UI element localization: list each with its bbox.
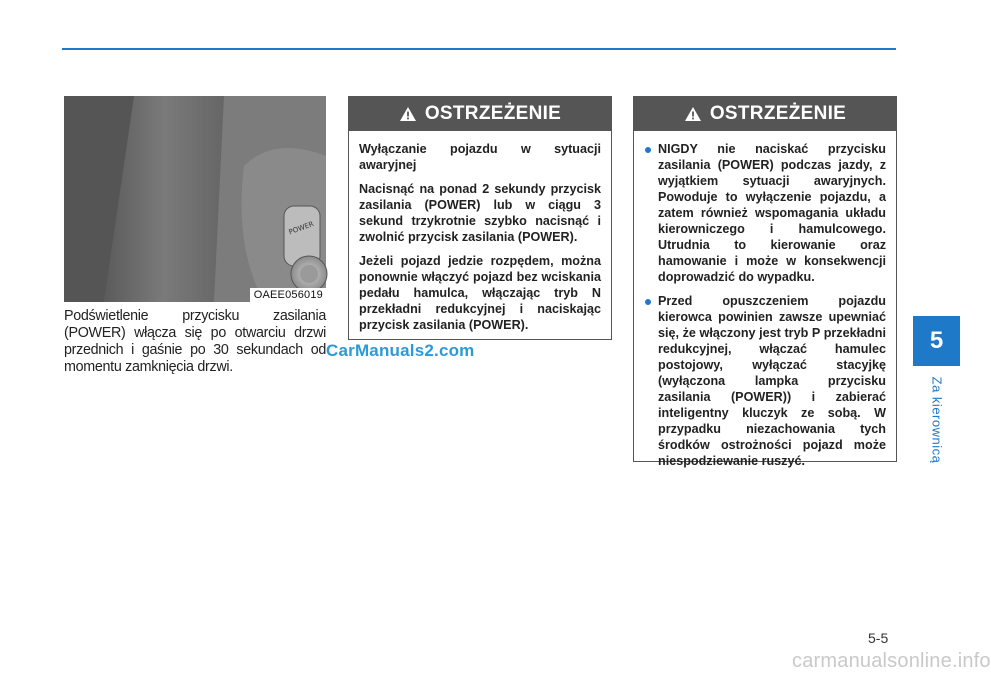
- warning-box-driving: [633, 96, 897, 468]
- warning-triangle-icon: [399, 106, 417, 122]
- warning-paragraph: Jeżeli pojazd jedzie rozpędem, można ponownie włączyć pojazd bez wciskania pedału hamulca, włączając tryb N przekładni redukcyjnej i naciskając przycisk zasilania (POWER).: [359, 254, 601, 332]
- warning-bullet: NIGDY nie naciskać przycisku zasilania (POWER) podczas jazdy, z wyjątkiem sytuacji awaryjnych. Powoduje to wyłączenie pojazdu, a zatem również wspomagania układu kierowniczego i hamulcowego. Utrudnia to kierowanie oraz hamowanie i może w konsekwencji doprowadzić do wypadku.: [644, 141, 886, 285]
- watermark[interactable]: CarManuals2.com: [326, 341, 475, 360]
- caption-text: Podświetlenie przycisku zasilania (POWER) włącza się po otwarciu drzwi przednich i gaśnie po 30 sekundach od momentu zamknięcia drzwi.: [64, 308, 326, 375]
- chapter-title: Za kierownicą: [929, 376, 945, 464]
- page-number: 5-5: [868, 630, 889, 646]
- warning-title: OSTRZEŻENIE: [424, 103, 562, 124]
- warning-paragraph: Wyłączanie pojazdu w sytuacji awaryjnej: [359, 142, 601, 172]
- top-rule: [62, 48, 896, 50]
- warning-triangle-icon: [684, 106, 702, 122]
- warning-header: [349, 97, 611, 131]
- steering-column-illustration: [64, 96, 326, 302]
- warning-paragraph: Nacisnąć na ponad 2 sekundy przycisk zasilania (POWER) lub w ciągu 3 sekund trzykrotnie szybko nacisnąć i zwolnić przycisk zasilania (POWER).: [359, 182, 601, 244]
- chapter-tab[interactable]: 5: [913, 316, 960, 366]
- warning-title: OSTRZEŻENIE: [709, 103, 847, 124]
- warning-bullet-list: [644, 141, 886, 469]
- power-label: POWER: [287, 219, 315, 237]
- site-watermark: carmanualsonline.info: [792, 650, 991, 672]
- photo-code: OAEE056019: [250, 288, 326, 302]
- warning-header: [634, 97, 896, 131]
- warning-box-emergency: [348, 96, 612, 340]
- warning-bullet: Przed opuszczeniem pojazdu kierowca powinien zawsze upewniać się, że włączony jest tryb P przekładni redukcyjnej, włączać hamulec postojowy, wyłączać stacyjkę (wyłączona lampka przycisku zasilania (POWER)) i zabierać inteligentny kluczyk ze sobą. W przypadku niezachowania tych środków ostrożności pojazd może niespodziewanie ruszyć.: [644, 293, 886, 469]
- power-button-photo: [64, 96, 326, 302]
